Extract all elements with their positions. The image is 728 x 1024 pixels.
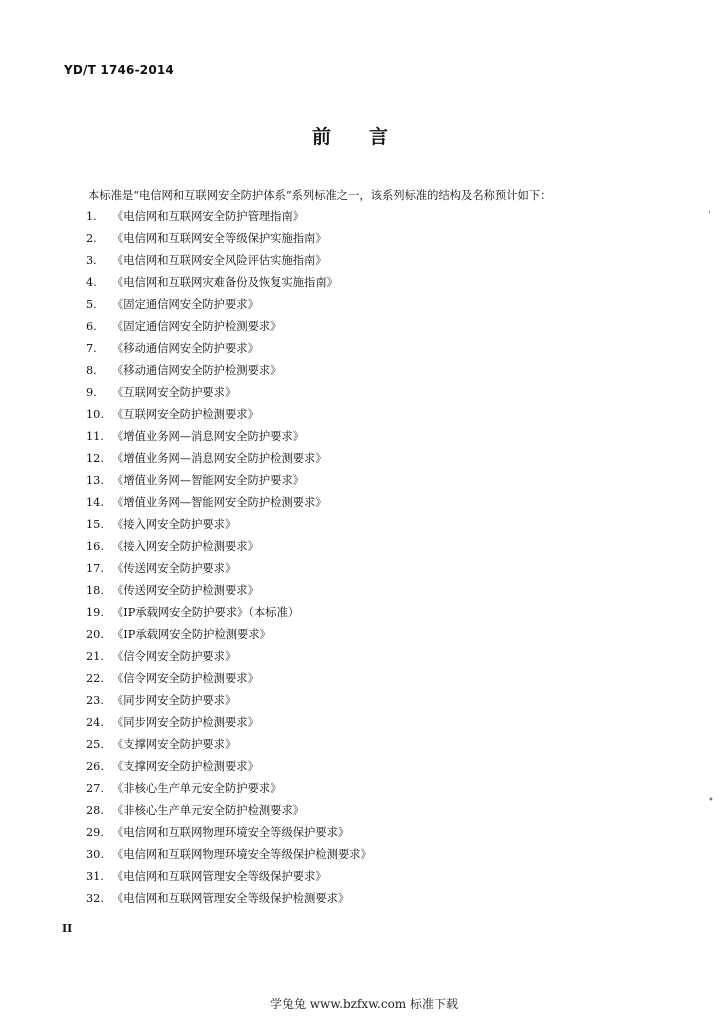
list-item (86, 450, 372, 472)
list-item-title: 《增值业务网—消息网安全防护检测要求》 (112, 452, 327, 465)
list-item-title: 《电信网和互联网安全等级保护实施指南》 (112, 232, 327, 245)
list-item (86, 868, 372, 890)
list-item (86, 340, 372, 362)
list-item-number: 16. (86, 540, 104, 553)
list-item-title: 《信令网安全防护检测要求》 (112, 672, 259, 685)
intro-paragraph: 本标准是“电信网和互联网安全防护体系”系列标准之一，该系列标准的结构及名称预计如下： (88, 189, 552, 202)
list-item-title: 《同步网安全防护要求》 (112, 694, 237, 707)
list-item-number: 14. (86, 496, 104, 509)
list-item-title: 《信令网安全防护要求》 (112, 650, 237, 663)
list-item-number: 25. (86, 738, 104, 751)
list-item (86, 758, 372, 780)
list-item-number: 30. (86, 848, 104, 861)
list-item-number: 5. (86, 298, 97, 311)
list-item-number: 27. (86, 782, 104, 795)
list-item (86, 362, 372, 384)
list-item-title: 《互联网安全防护检测要求》 (112, 408, 259, 421)
list-item (86, 472, 372, 494)
list-item-title: 《支撑网安全防护检测要求》 (112, 760, 259, 773)
list-item-number: 19. (86, 606, 104, 619)
list-item-title: 《互联网安全防护要求》 (112, 386, 237, 399)
list-item-number: 10. (86, 408, 104, 421)
list-item-number: 4. (86, 276, 97, 289)
list-item-title: 《电信网和互联网管理安全等级保护要求》 (112, 870, 327, 883)
list-item (86, 274, 372, 296)
list-item-number: 29. (86, 826, 104, 839)
list-item-title: 《传送网安全防护要求》 (112, 562, 237, 575)
list-item (86, 780, 372, 802)
list-item-number: 13. (86, 474, 104, 487)
list-item (86, 626, 372, 648)
list-item-title: 《移动通信网安全防护检测要求》 (112, 364, 282, 377)
list-item-number: 32. (86, 892, 104, 905)
list-item-number: 20. (86, 628, 104, 641)
list-item-number: 12. (86, 452, 104, 465)
list-item-number: 6. (86, 320, 97, 333)
list-item (86, 230, 372, 252)
list-item-title: 《电信网和互联网物理环境安全等级保护要求》 (112, 826, 350, 839)
list-item (86, 582, 372, 604)
list-item (86, 406, 372, 428)
list-item-number: 7. (86, 342, 97, 355)
list-item-title: 《非核心生产单元安全防护要求》 (112, 782, 282, 795)
scan-edge-mark: ' (708, 210, 711, 221)
standards-list (86, 208, 372, 912)
page-title: 前言 (311, 126, 426, 148)
list-item (86, 252, 372, 274)
list-item-number: 26. (86, 760, 104, 773)
list-item-number: 24. (86, 716, 104, 729)
list-item-title: 《接入网安全防护检测要求》 (112, 540, 259, 553)
list-item (86, 648, 372, 670)
scan-edge-mark: • (708, 795, 714, 806)
list-item (86, 670, 372, 692)
list-item (86, 428, 372, 450)
list-item-title: 《移动通信网安全防护要求》 (112, 342, 259, 355)
list-item (86, 824, 372, 846)
list-item-title: 《电信网和互联网安全风险评估实施指南》 (112, 254, 327, 267)
list-item (86, 494, 372, 516)
list-item-title: 《增值业务网—智能网安全防护检测要求》 (112, 496, 327, 509)
list-item (86, 714, 372, 736)
list-item (86, 538, 372, 560)
list-item-number: 31. (86, 870, 104, 883)
list-item-title: 《固定通信网安全防护检测要求》 (112, 320, 282, 333)
list-item (86, 692, 372, 714)
list-item-number: 21. (86, 650, 104, 663)
list-item-title: 《增值业务网—智能网安全防护要求》 (112, 474, 305, 487)
list-item-title: 《增值业务网—消息网安全防护要求》 (112, 430, 305, 443)
list-item-number: 23. (86, 694, 104, 707)
list-item-title: 《传送网安全防护检测要求》 (112, 584, 259, 597)
list-item-title: 《电信网和互联网灾难备份及恢复实施指南》 (112, 276, 338, 289)
page-number: II (62, 922, 73, 935)
list-item (86, 890, 372, 912)
list-item-number: 9. (86, 386, 97, 399)
list-item-number: 18. (86, 584, 104, 597)
list-item-title: 《固定通信网安全防护要求》 (112, 298, 259, 311)
list-item-number: 17. (86, 562, 104, 575)
list-item-number: 3. (86, 254, 97, 267)
list-item-number: 1. (86, 210, 97, 223)
list-item-title: 《IP承载网安全防护要求》（本标准） (112, 606, 300, 619)
list-item-title: 《非核心生产单元安全防护检测要求》 (112, 804, 305, 817)
list-item-number: 15. (86, 518, 104, 531)
list-item-number: 22. (86, 672, 104, 685)
list-item-title: 《接入网安全防护要求》 (112, 518, 237, 531)
list-item-title: 《支撑网安全防护要求》 (112, 738, 237, 751)
list-item (86, 516, 372, 538)
list-item (86, 208, 372, 230)
list-item (86, 560, 372, 582)
list-item-number: 8. (86, 364, 97, 377)
standard-code: YD/T 1746-2014 (64, 63, 174, 77)
list-item-title: 《电信网和互联网物理环境安全等级保护检测要求》 (112, 848, 372, 861)
list-item (86, 384, 372, 406)
list-item (86, 296, 372, 318)
list-item (86, 736, 372, 758)
list-item (86, 802, 372, 824)
watermark: 学兔兔 www.bzfxw.com 标准下载 (269, 997, 459, 1011)
list-item-number: 28. (86, 804, 104, 817)
list-item-title: 《电信网和互联网管理安全等级保护检测要求》 (112, 892, 350, 905)
list-item-title: 《电信网和互联网安全防护管理指南》 (112, 210, 305, 223)
list-item-title: 《IP承载网安全防护检测要求》 (112, 628, 271, 641)
list-item-number: 11. (86, 430, 104, 443)
list-item (86, 846, 372, 868)
list-item-number: 2. (86, 232, 97, 245)
list-item (86, 604, 372, 626)
list-item (86, 318, 372, 340)
list-item-title: 《同步网安全防护检测要求》 (112, 716, 259, 729)
